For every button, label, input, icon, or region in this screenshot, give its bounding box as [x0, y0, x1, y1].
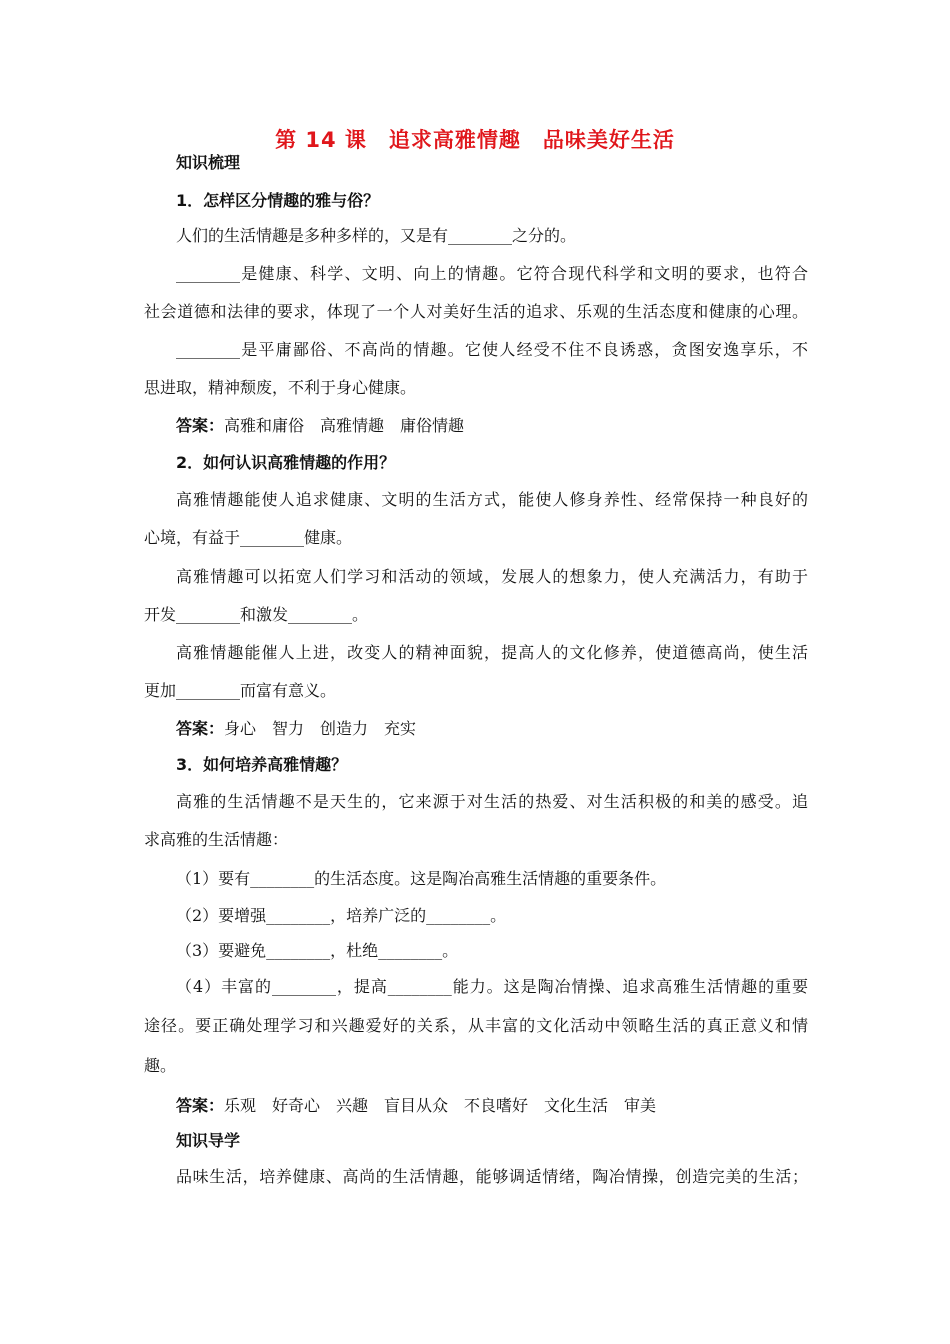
q2-paragraph-1-line-1: 高雅情趣能使人追求健康、文明的生活方式，能使人修身养性、经常保持一种良好的: [176, 490, 808, 509]
answer-label: 答案：: [176, 1096, 225, 1115]
question-2-heading: 2．如何认识高雅情趣的作用？: [176, 453, 396, 472]
answer-label: 答案：: [176, 416, 225, 435]
question-3-heading: 3．如何培养高雅情趣？: [176, 755, 348, 774]
q2-paragraph-2-line-2: 开发________和激发________。: [144, 605, 369, 624]
q2-answer: [176, 719, 416, 739]
q3-paragraph-1-line-2: 求高雅的生活情趣：: [144, 830, 289, 849]
q3-item-4-line-1: （4）丰富的________，提高________能力。这是陶冶情操、追求高雅生活情趣的重要: [176, 977, 808, 996]
q1-paragraph-2-line-2: 社会道德和法律的要求，体现了一个人对美好生活的追求、乐观的生活态度和健康的心理。: [144, 302, 808, 321]
q2-paragraph-3-line-1: 高雅情趣能催人上进，改变人的精神面貌，提高人的文化修养，使道德高尚，使生活: [176, 643, 808, 662]
q3-answer: [176, 1096, 656, 1116]
q3-item-4-line-2: 途径。要正确处理学习和兴趣爱好的关系，从丰富的文化活动中领略生活的真正意义和情: [144, 1016, 808, 1035]
question-1-heading: 1．怎样区分情趣的雅与俗？: [176, 191, 380, 210]
answer-label: 答案：: [176, 719, 225, 738]
answer-text: 乐观 好奇心 兴趣 盲目从众 不良嗜好 文化生活 审美: [224, 1096, 657, 1115]
q2-paragraph-3-line-2: 更加________而富有意义。: [144, 681, 337, 700]
section-heading-knowledge-guide: 知识导学: [176, 1131, 241, 1150]
q2-paragraph-1-line-2: 心境，有益于________健康。: [144, 528, 353, 547]
guide-paragraph-1: 品味生活，培养健康、高尚的生活情趣，能够调适情绪，陶冶情操，创造完美的生活；: [176, 1167, 808, 1186]
q1-answer: [176, 416, 464, 436]
q3-item-1: （1）要有________的生活态度。这是陶冶高雅生活情趣的重要条件。: [176, 869, 667, 888]
q3-item-2: （2）要增强________，培养广泛的________。: [176, 906, 507, 925]
page-title: 第 14 课 追求高雅情趣 品味美好生活: [275, 128, 675, 152]
q1-paragraph-3-line-1: ________是平庸鄙俗、不高尚的情趣。它使人经受不住不良诱惑，贪图安逸享乐，不: [176, 340, 808, 359]
q1-paragraph-3-line-2: 思进取，精神颓废，不利于身心健康。: [144, 378, 417, 397]
q3-item-3: （3）要避免________，杜绝________。: [176, 941, 459, 960]
answer-text: 高雅和庸俗 高雅情趣 庸俗情趣: [224, 416, 465, 435]
q2-paragraph-2-line-1: 高雅情趣可以拓宽人们学习和活动的领域，发展人的想象力，使人充满活力，有助于: [176, 567, 808, 586]
q1-paragraph-1: 人们的生活情趣是多种多样的，又是有________之分的。: [176, 226, 577, 245]
q1-paragraph-2-line-1: ________是健康、科学、文明、向上的情趣。它符合现代科学和文明的要求，也符合: [176, 264, 808, 283]
answer-text: 身心 智力 创造力 充实: [224, 719, 417, 738]
q3-paragraph-1-line-1: 高雅的生活情趣不是天生的，它来源于对生活的热爱、对生活积极的和美的感受。追: [176, 792, 808, 811]
q3-item-4-line-3: 趣。: [144, 1056, 177, 1075]
section-heading-knowledge-review: 知识梳理: [176, 153, 241, 172]
